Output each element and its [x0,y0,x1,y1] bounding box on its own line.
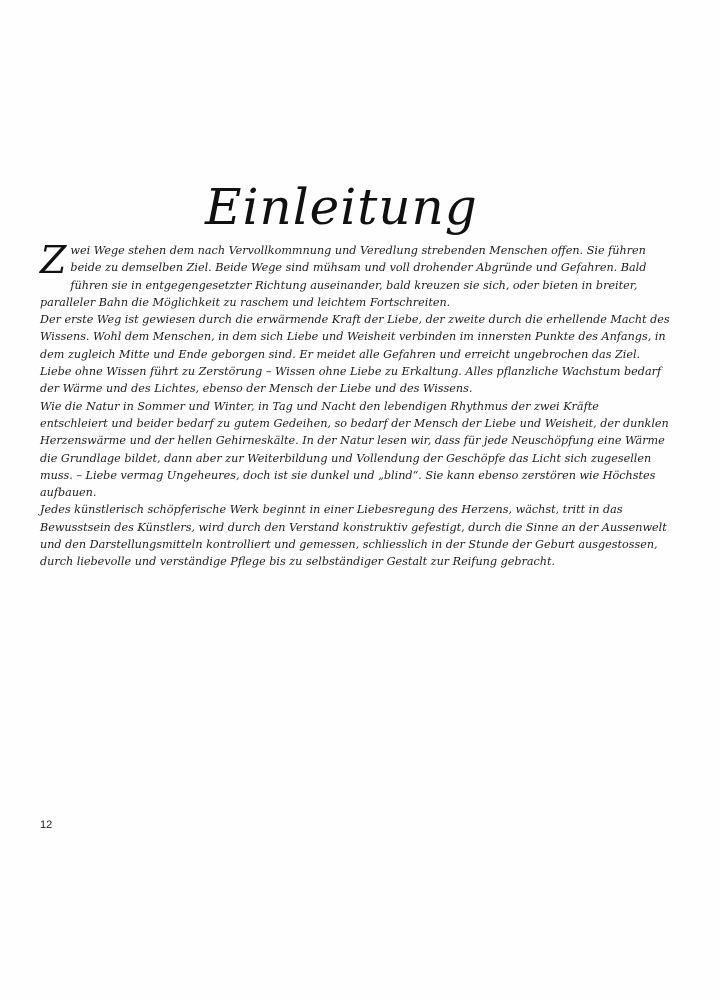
paragraph-3 [40,398,670,502]
drop-cap-letter: Z [40,238,67,282]
page-number: 12 [40,819,53,831]
paragraph-4 [40,501,670,570]
paragraph-3-text: Wie die Natur in Sommer und Winter, in Tag und Nacht den lebendigen Rhythmus der zwei Kräfte entschleiert und beider bedarf zu gutem Gedeihen, so bedarf der Mensch der Liebe und Weisheit, der dunklen Herzenswärme und der hellen Gehirneskälte. In der Natur lesen wir, dass für jede Neuschöpfung eine Wärme die Grundlage bildet, dann aber zur Weiterbildung und Vollendung der Geschöpfe das Licht sich zugesellen muss. – Liebe vermag Ungeheures, doch ist sie dunkel und „blind“. Sie kann ebenso zerstören wie Höchstes aufbauen. [40,399,669,500]
paragraph-1-text: wei Wege stehen dem nach Vervollkommnung und Veredlung strebenden Menschen offen. Sie führen beide zu demselben Ziel. Beide Wege sind mühsam und voll drohender Abgründe und Gefahren. Bald führen sie in entgegengesetzter Richtung auseinander, bald kreuzen sie sich, oder bieten in breiter, paralleler Bahn die Möglichkeit zu raschem und leichtem Fortschreiten. [40,244,647,309]
handwritten-body [40,238,670,571]
paragraph-2 [40,311,670,397]
paragraph-4-text: Jedes künstlerisch schöpferische Werk beginnt in einer Liebesregung des Herzens, wächst, tritt in das Bewusstsein des Künstlers, wird durch den Verstand konstruktiv gefestigt, durch die Sinne an der Aussenwelt und den Darstellungsmitteln kontrolliert und gemessen, schliesslich in der Stunde der Geburt ausgestossen, durch liebevolle und verständige Pflege bis zu selbständiger Gestalt zur Reifung gebracht. [40,503,667,569]
paragraph-1 [40,238,670,311]
paragraph-2-text: Der erste Weg ist gewiesen durch die erwärmende Kraft der Liebe, der zweite durch die erhellende Macht des Wissens. Wohl dem Menschen, in dem sich Liebe und Weisheit verbinden im innersten Punkte des Anfangs, in dem zugleich Mitte und Ende geborgen sind. Er meidet alle Gefahren und erreicht ungebrochen das Ziel. Liebe ohne Wissen führt zu Zerstörung – Wissen ohne Liebe zu Erkaltung. Alles pflanzliche Wachstum bedarf der Wärme und des Lichtes, ebenso der Mensch der Liebe und des Wissens. [40,313,670,396]
page-title: Einleitung [205,178,478,236]
